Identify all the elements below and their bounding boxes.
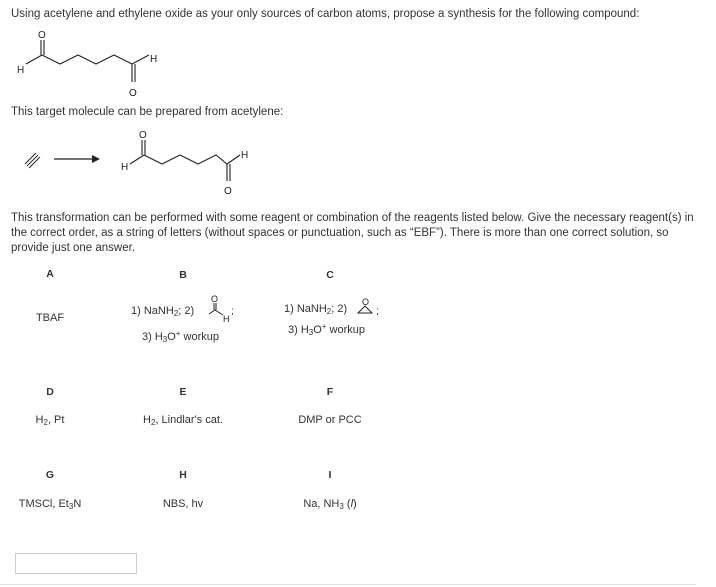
reagent-letter-b: B — [179, 269, 187, 281]
reagent-b-line1: 1) NaNH$_2$; 2) — [131, 305, 195, 318]
reagent-option-d[interactable]: $H_2$, Pt — [35, 414, 65, 427]
reagent-letter-e: E — [179, 386, 187, 398]
svg-text:;: ; — [231, 306, 234, 317]
reagent-option-i[interactable]: Na, $NH_3$ (l) — [303, 498, 357, 511]
target-o-bottom-label: O — [129, 88, 137, 99]
reagent-option-c[interactable] — [278, 294, 388, 340]
ethylene-oxide-icon — [356, 294, 386, 318]
scheme-o-top-label: O — [139, 130, 147, 141]
reaction-arrow — [54, 155, 100, 163]
reagent-option-e[interactable]: $H_2$, Lindlar's cat. — [143, 414, 223, 427]
reagent-option-a[interactable] — [20, 312, 80, 324]
reagent-option-g[interactable]: TMSCl, $Et_3N$ — [18, 498, 82, 511]
reagent-c-line1: 1) NaNH$_2$; 2) — [284, 303, 348, 316]
acetaldehyde-icon — [203, 296, 243, 326]
reagent-letter-i: I — [328, 469, 332, 481]
bottom-divider — [0, 584, 696, 585]
scheme-h-right-label: H — [241, 150, 249, 161]
reagent-letter-h: H — [179, 469, 187, 481]
reagent-c-line2: 3) $H_3O^+$ workup — [288, 322, 365, 337]
scheme-o-bottom-label: O — [224, 186, 232, 197]
svg-text:O: O — [362, 297, 370, 307]
target-molecule-structure — [0, 0, 716, 105]
reagent-option-f[interactable]: DMP or PCC — [298, 414, 362, 426]
target-h-right-label: H — [150, 54, 158, 65]
reaction-scheme — [0, 120, 716, 200]
reagent-option-h[interactable]: NBS, hv — [162, 498, 204, 510]
reagent-letter-g: G — [45, 469, 55, 481]
question-prompt: Using acetylene and ethylene oxide as your only sources of carbon atoms, propose a synthesis for the following compound: — [11, 8, 640, 20]
answer-input[interactable] — [15, 553, 137, 574]
reagent-option-b[interactable] — [125, 296, 245, 346]
scheme-prompt: This target molecule can be prepared from acetylene: — [11, 106, 284, 118]
svg-text:;: ; — [376, 306, 379, 317]
svg-text:H: H — [223, 314, 230, 324]
acetylene-triple-bond — [25, 153, 40, 168]
reagent-letter-c: C — [326, 269, 334, 281]
scheme-h-left-label: H — [121, 162, 129, 173]
reagent-b-line2: 3) $H_3O^+$ workup — [142, 329, 219, 344]
reagent-letter-a: A — [46, 268, 54, 280]
reagent-letter-f: F — [326, 386, 334, 398]
target-h-left-label: H — [17, 65, 25, 76]
reagent-letter-d: D — [46, 386, 54, 398]
instructions-text: This transformation can be performed with some reagent or combination of the reagents listed below. Give the necessary reagent(s) in the correct order, as a string of letters (without spaces or punctuation, such as “EBF”). There is more than one correct solution, so provide just one answer. — [11, 212, 694, 254]
reagent-a-label: TBAF — [35, 312, 65, 324]
target-o-top-label: O — [38, 30, 46, 41]
svg-text:O: O — [211, 294, 219, 304]
product-structure — [130, 140, 240, 181]
